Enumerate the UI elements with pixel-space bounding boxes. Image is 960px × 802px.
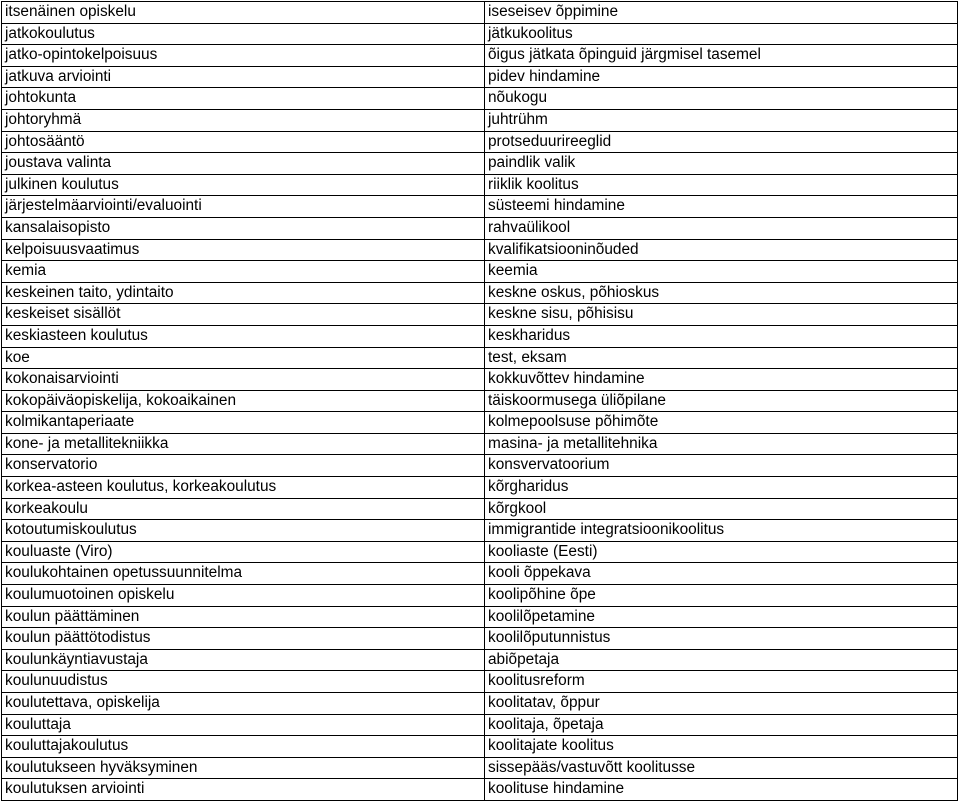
estonian-term-cell: immigrantide integratsioonikoolitus bbox=[485, 520, 958, 542]
estonian-term-cell: kooliaste (Eesti) bbox=[485, 541, 958, 563]
finnish-term-cell: korkeakoulu bbox=[2, 498, 485, 520]
table-row bbox=[2, 520, 958, 542]
estonian-term-cell: koolitatav, õppur bbox=[485, 693, 958, 715]
table-row bbox=[2, 606, 958, 628]
table-row bbox=[2, 261, 958, 283]
table-row bbox=[2, 369, 958, 391]
table-row bbox=[2, 498, 958, 520]
finnish-term-cell: kouluttaja bbox=[2, 714, 485, 736]
table-row bbox=[2, 736, 958, 758]
table-row bbox=[2, 477, 958, 499]
estonian-term-cell: koolitusreform bbox=[485, 671, 958, 693]
finnish-term-cell: koulunkäyntiavustaja bbox=[2, 649, 485, 671]
estonian-term-cell: protseduurireeglid bbox=[485, 131, 958, 153]
estonian-term-cell: koolitajate koolitus bbox=[485, 736, 958, 758]
finnish-term-cell: johtosääntö bbox=[2, 131, 485, 153]
estonian-term-cell: konsvervatoorium bbox=[485, 455, 958, 477]
estonian-term-cell: sissepääs/vastuvõtt koolitusse bbox=[485, 757, 958, 779]
estonian-term-cell: koolituse hindamine bbox=[485, 779, 958, 801]
table-row bbox=[2, 412, 958, 434]
finnish-term-cell: koulutettava, opiskelija bbox=[2, 693, 485, 715]
estonian-term-cell: rahvaülikool bbox=[485, 217, 958, 239]
finnish-term-cell: koulun päättäminen bbox=[2, 606, 485, 628]
table-row bbox=[2, 347, 958, 369]
table-row bbox=[2, 66, 958, 88]
table-row bbox=[2, 455, 958, 477]
estonian-term-cell: kõrgharidus bbox=[485, 477, 958, 499]
table-row bbox=[2, 282, 958, 304]
finnish-term-cell: keskeinen taito, ydintaito bbox=[2, 282, 485, 304]
glossary-body bbox=[2, 2, 958, 801]
estonian-term-cell: koolipõhine õpe bbox=[485, 585, 958, 607]
finnish-term-cell: itsenäinen opiskelu bbox=[2, 2, 485, 24]
finnish-term-cell: johtoryhmä bbox=[2, 109, 485, 131]
finnish-term-cell: kokopäiväopiskelija, kokoaikainen bbox=[2, 390, 485, 412]
table-row bbox=[2, 23, 958, 45]
estonian-term-cell: keskne oskus, põhioskus bbox=[485, 282, 958, 304]
finnish-term-cell: koulunuudistus bbox=[2, 671, 485, 693]
estonian-term-cell: koolilõputunnistus bbox=[485, 628, 958, 650]
table-row bbox=[2, 174, 958, 196]
table-row bbox=[2, 217, 958, 239]
estonian-term-cell: paindlik valik bbox=[485, 153, 958, 175]
estonian-term-cell: täiskoormusega üliõpilane bbox=[485, 390, 958, 412]
estonian-term-cell: pidev hindamine bbox=[485, 66, 958, 88]
estonian-term-cell: koolitaja, õpetaja bbox=[485, 714, 958, 736]
estonian-term-cell: koolilõpetamine bbox=[485, 606, 958, 628]
estonian-term-cell: juhtrühm bbox=[485, 109, 958, 131]
table-row bbox=[2, 433, 958, 455]
finnish-term-cell: koulun päättötodistus bbox=[2, 628, 485, 650]
estonian-term-cell: riiklik koolitus bbox=[485, 174, 958, 196]
estonian-term-cell: keskne sisu, põhisisu bbox=[485, 304, 958, 326]
estonian-term-cell: test, eksam bbox=[485, 347, 958, 369]
estonian-term-cell: iseseisev õppimine bbox=[485, 2, 958, 24]
estonian-term-cell: masina- ja metallitehnika bbox=[485, 433, 958, 455]
table-row bbox=[2, 779, 958, 801]
table-row bbox=[2, 390, 958, 412]
estonian-term-cell: keskharidus bbox=[485, 325, 958, 347]
finnish-term-cell: koulutuksen arviointi bbox=[2, 779, 485, 801]
finnish-term-cell: kansalaisopisto bbox=[2, 217, 485, 239]
table-row bbox=[2, 693, 958, 715]
table-row bbox=[2, 109, 958, 131]
estonian-term-cell: kõrgkool bbox=[485, 498, 958, 520]
finnish-term-cell: kokonaisarviointi bbox=[2, 369, 485, 391]
table-row bbox=[2, 131, 958, 153]
finnish-term-cell: kouluaste (Viro) bbox=[2, 541, 485, 563]
finnish-term-cell: kelpoisuusvaatimus bbox=[2, 239, 485, 261]
finnish-term-cell: koe bbox=[2, 347, 485, 369]
estonian-term-cell: keemia bbox=[485, 261, 958, 283]
finnish-term-cell: kone- ja metallitekniikka bbox=[2, 433, 485, 455]
estonian-term-cell: süsteemi hindamine bbox=[485, 196, 958, 218]
table-row bbox=[2, 563, 958, 585]
table-row bbox=[2, 153, 958, 175]
table-row bbox=[2, 757, 958, 779]
table-row bbox=[2, 649, 958, 671]
table-row bbox=[2, 45, 958, 67]
estonian-term-cell: kvalifikatsiooninõuded bbox=[485, 239, 958, 261]
finnish-term-cell: keskiasteen koulutus bbox=[2, 325, 485, 347]
finnish-term-cell: jatkokoulutus bbox=[2, 23, 485, 45]
estonian-term-cell: abiõpetaja bbox=[485, 649, 958, 671]
finnish-term-cell: korkea-asteen koulutus, korkeakoulutus bbox=[2, 477, 485, 499]
finnish-term-cell: jatko-opintokelpoisuus bbox=[2, 45, 485, 67]
finnish-term-cell: kouluttajakoulutus bbox=[2, 736, 485, 758]
finnish-term-cell: kemia bbox=[2, 261, 485, 283]
estonian-term-cell: jätkukoolitus bbox=[485, 23, 958, 45]
table-row bbox=[2, 628, 958, 650]
finnish-term-cell: julkinen koulutus bbox=[2, 174, 485, 196]
table-row bbox=[2, 2, 958, 24]
estonian-term-cell: õigus jätkata õpinguid järgmisel tasemel bbox=[485, 45, 958, 67]
finnish-term-cell: joustava valinta bbox=[2, 153, 485, 175]
estonian-term-cell: kolmepoolsuse põhimõte bbox=[485, 412, 958, 434]
estonian-term-cell: nõukogu bbox=[485, 88, 958, 110]
glossary-table bbox=[1, 1, 958, 801]
finnish-term-cell: kolmikantaperiaate bbox=[2, 412, 485, 434]
finnish-term-cell: jatkuva arviointi bbox=[2, 66, 485, 88]
table-row bbox=[2, 196, 958, 218]
table-row bbox=[2, 714, 958, 736]
finnish-term-cell: konservatorio bbox=[2, 455, 485, 477]
table-row bbox=[2, 304, 958, 326]
finnish-term-cell: johtokunta bbox=[2, 88, 485, 110]
finnish-term-cell: keskeiset sisällöt bbox=[2, 304, 485, 326]
finnish-term-cell: koulukohtainen opetussuunnitelma bbox=[2, 563, 485, 585]
estonian-term-cell: kooli õppekava bbox=[485, 563, 958, 585]
table-row bbox=[2, 239, 958, 261]
finnish-term-cell: koulumuotoinen opiskelu bbox=[2, 585, 485, 607]
finnish-term-cell: koulutukseen hyväksyminen bbox=[2, 757, 485, 779]
estonian-term-cell: kokkuvõttev hindamine bbox=[485, 369, 958, 391]
finnish-term-cell: kotoutumiskoulutus bbox=[2, 520, 485, 542]
finnish-term-cell: järjestelmäarviointi/evaluointi bbox=[2, 196, 485, 218]
table-row bbox=[2, 671, 958, 693]
table-row bbox=[2, 541, 958, 563]
table-row bbox=[2, 585, 958, 607]
table-row bbox=[2, 325, 958, 347]
table-row bbox=[2, 88, 958, 110]
